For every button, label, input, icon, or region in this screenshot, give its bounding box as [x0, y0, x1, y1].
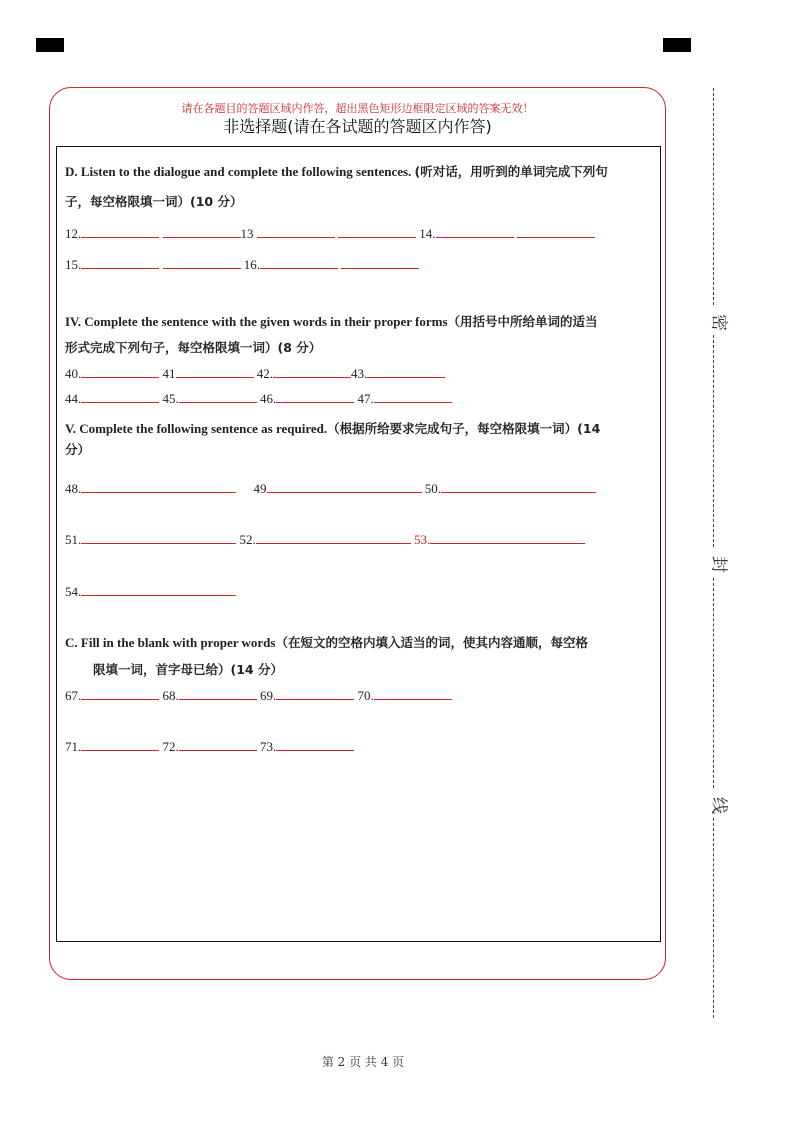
answer-blank[interactable]	[276, 738, 354, 751]
answer-row	[65, 365, 445, 382]
answer-blank[interactable]	[260, 256, 338, 269]
seal-dashed-line	[713, 818, 714, 1018]
seal-dashed-line	[713, 335, 714, 547]
answer-blank[interactable]	[517, 225, 595, 238]
answer-blank[interactable]	[179, 687, 257, 700]
seal-char-xian: 线	[708, 797, 729, 814]
section-d-heading-zh-cont: 子，每空格限填一词）(10 分）	[65, 194, 243, 209]
answer-blank[interactable]	[179, 738, 257, 751]
section-c-heading	[65, 633, 588, 651]
page-footer: 第 2 页 共 4 页	[321, 1055, 405, 1069]
section-d-heading-cont	[65, 192, 242, 210]
question-number: 49	[253, 481, 267, 496]
answer-blank[interactable]	[81, 365, 159, 378]
section-iv-heading	[65, 312, 598, 330]
answer-blank[interactable]	[256, 531, 411, 544]
answer-blank[interactable]	[81, 738, 159, 751]
question-number: 42.	[256, 366, 273, 381]
answer-blank[interactable]	[374, 390, 452, 403]
question-number: 53.	[414, 532, 431, 547]
question-number: 71.	[65, 739, 82, 754]
section-v-heading	[65, 419, 600, 437]
answer-blank[interactable]	[81, 480, 236, 493]
answer-blank[interactable]	[341, 256, 419, 269]
answer-blank[interactable]	[430, 531, 585, 544]
question-number: 46.	[260, 391, 277, 406]
answer-blank[interactable]	[81, 583, 236, 596]
answer-row	[65, 531, 585, 548]
answer-blank[interactable]	[276, 687, 354, 700]
section-title: 非选择题(请在各试题的答题区内作答)	[223, 117, 492, 136]
question-number: 47.	[357, 391, 374, 406]
answer-blank[interactable]	[81, 390, 159, 403]
question-number: 14.	[419, 226, 436, 241]
question-number: 16.	[243, 257, 260, 272]
section-d-heading	[65, 162, 608, 180]
seal-char-feng: 封	[708, 556, 729, 573]
registration-mark-left	[36, 38, 64, 52]
question-number: 44.	[65, 391, 82, 406]
section-v-heading-en: V. Complete the following sentence as required.	[65, 421, 328, 436]
answer-row	[65, 390, 452, 407]
answer-blank[interactable]	[374, 687, 452, 700]
question-number: 73.	[260, 739, 277, 754]
answer-blank[interactable]	[163, 225, 241, 238]
answer-blank[interactable]	[267, 480, 422, 493]
section-c-heading-zh-cont: 限填一词，首字母已给）(14 分）	[93, 662, 283, 677]
question-number: 50.	[424, 481, 441, 496]
question-number: 40.	[65, 366, 82, 381]
question-number: 54.	[65, 584, 82, 599]
answer-blank[interactable]	[441, 480, 596, 493]
section-d-heading-zh: (听对话，用听到的单词完成下列句	[414, 164, 608, 179]
answer-blank[interactable]	[338, 225, 416, 238]
answer-row	[65, 480, 596, 497]
answer-row	[65, 687, 452, 704]
question-number: 72.	[162, 739, 179, 754]
warning-text: 请在各题目的答题区域内作答，超出黑色矩形边框限定区域的答案无效！	[181, 103, 534, 115]
answer-row	[65, 738, 354, 755]
question-number: 12.	[65, 226, 82, 241]
question-number: 41	[162, 366, 176, 381]
section-iv-heading-en: IV. Complete the sentence with the given words in their proper forms	[65, 314, 448, 329]
question-number: 15.	[65, 257, 82, 272]
question-number: 51.	[65, 532, 82, 547]
question-number: 43.	[351, 366, 368, 381]
answer-row	[65, 256, 419, 273]
answer-blank[interactable]	[81, 531, 236, 544]
seal-dashed-line	[713, 88, 714, 305]
question-number: 70.	[357, 688, 374, 703]
answer-blank[interactable]	[163, 256, 241, 269]
section-v-heading-zh: （根据所给要求完成句子，每空格限填一词）(14	[327, 421, 601, 436]
section-d-heading-en: D. Listen to the dialogue and complete the following sentences.	[65, 164, 415, 179]
answer-blank[interactable]	[257, 225, 335, 238]
answer-blank[interactable]	[179, 390, 257, 403]
answer-blank[interactable]	[367, 365, 445, 378]
section-c-heading-en: C. Fill in the blank with proper words	[65, 635, 276, 650]
seal-char-mi: 密	[708, 314, 729, 331]
answer-blank[interactable]	[273, 365, 351, 378]
section-c-heading-zh: （在短文的空格内填入适当的词，使其内容通顺，每空格	[275, 635, 588, 650]
question-number: 13	[240, 226, 254, 241]
answer-blank[interactable]	[81, 256, 159, 269]
question-number: 67.	[65, 688, 82, 703]
answer-blank[interactable]	[81, 225, 159, 238]
question-number: 68.	[162, 688, 179, 703]
registration-mark-right	[663, 38, 691, 52]
answer-blank[interactable]	[436, 225, 514, 238]
seal-dashed-line	[713, 578, 714, 788]
question-number: 45.	[162, 391, 179, 406]
question-number: 52.	[239, 532, 256, 547]
section-iv-heading-zh-cont: 形式完成下列句子，每空格限填一词）(8 分）	[65, 340, 322, 355]
answer-row	[65, 225, 595, 242]
section-v-heading-zh-cont: 分）	[65, 442, 91, 457]
section-c-heading-cont	[93, 660, 283, 678]
section-iv-heading-cont	[65, 338, 321, 356]
answer-row	[65, 583, 236, 600]
answer-blank[interactable]	[176, 365, 254, 378]
section-v-heading-cont	[65, 440, 90, 458]
answer-blank[interactable]	[81, 687, 159, 700]
section-iv-heading-zh: （用括号中所给单词的适当	[447, 314, 598, 329]
question-number: 48.	[65, 481, 82, 496]
question-number: 69.	[260, 688, 277, 703]
answer-blank[interactable]	[276, 390, 354, 403]
